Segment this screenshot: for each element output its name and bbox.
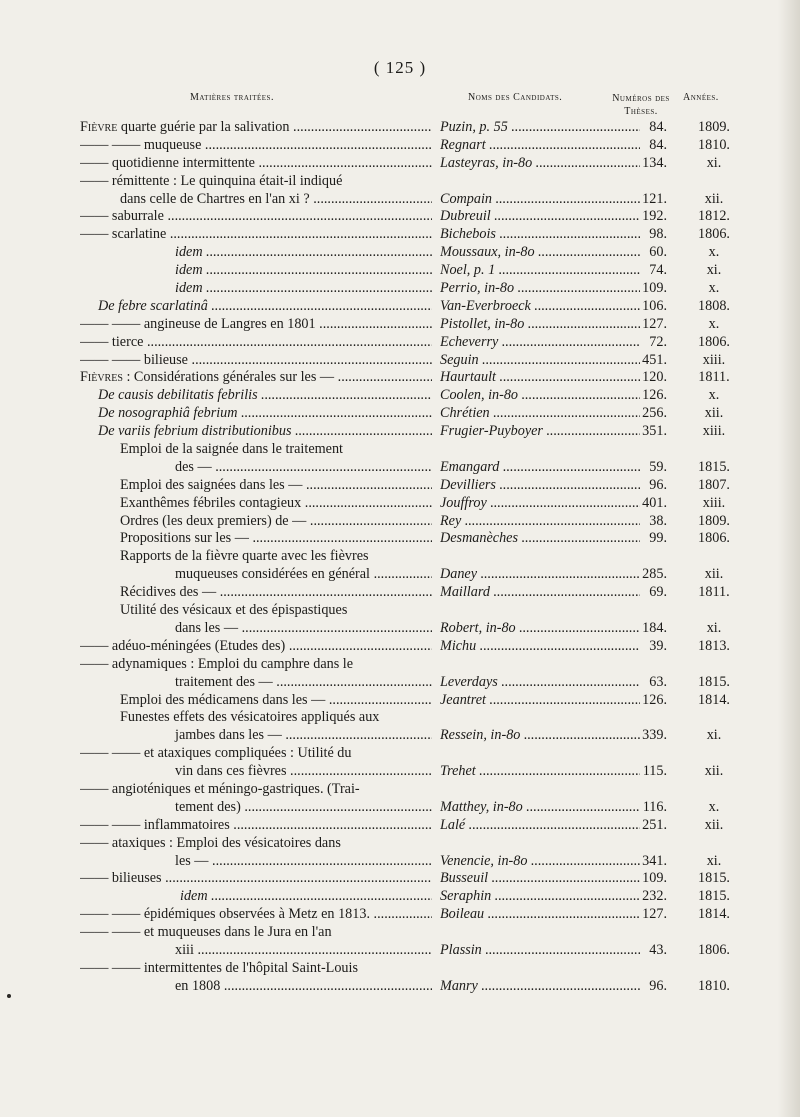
entry-year: xii. [704, 190, 724, 207]
entry-subject: —— bilieuses ..... [80, 870, 432, 888]
entry-subject: —— —— muqueuse ..... [80, 137, 432, 155]
table-row [0, 924, 800, 942]
entry-year: 1815. [698, 870, 730, 887]
entry-thesis-number: 341. [642, 852, 667, 869]
entry-subject: De febre scarlatinâ ..... [80, 298, 432, 316]
entry-subject: idem ..... [80, 888, 432, 906]
table-row [0, 888, 800, 906]
table-row [0, 799, 800, 817]
entry-thesis-number: 251. [642, 816, 667, 833]
entry-subject: —— rémittente : Le quinquina était-il indiqué [80, 172, 343, 189]
table-row [0, 566, 800, 584]
entry-subject: —— adéuo-méningées (Etudes des) ..... [80, 638, 432, 656]
entry-year: xiii. [702, 494, 726, 511]
header-thesis-numbers: Numéros des Thèses. [612, 93, 670, 117]
table-row [0, 906, 800, 924]
entry-year: xiii. [702, 423, 726, 440]
entry-subject: Emploi des saignées dans les — ..... [80, 477, 432, 495]
entry-year: 1811. [698, 369, 730, 386]
entry-thesis-number: 285. [642, 566, 667, 583]
entry-candidate: Plassin ..... [440, 942, 640, 960]
entry-candidate: Van-Everbroeck ..... [440, 298, 640, 316]
entry-thesis-number: 339. [642, 727, 667, 744]
entry-year: 1808. [698, 297, 730, 314]
table-row [0, 835, 800, 853]
table-row [0, 423, 800, 441]
entry-candidate: Emangard ..... [440, 459, 640, 477]
entry-year: xi. [706, 262, 722, 279]
table-row [0, 244, 800, 262]
table-row [0, 513, 800, 531]
table-row [0, 870, 800, 888]
entry-thesis-number: 99. [649, 530, 667, 547]
entry-year: xii. [704, 405, 724, 422]
entry-subject: idem ..... [80, 262, 432, 280]
ink-speck [7, 994, 11, 998]
table-row [0, 853, 800, 871]
entry-subject: Funestes effets des vésicatoires appliqués aux [120, 709, 380, 726]
entry-subject: Fièvres : Considérations générales sur les — ..... [80, 369, 432, 387]
entry-year: 1812. [698, 208, 730, 225]
table-row [0, 441, 800, 459]
entry-thesis-number: 109. [642, 280, 667, 297]
entry-year: 1814. [698, 691, 730, 708]
entry-thesis-number: 184. [642, 619, 667, 636]
table-row [0, 387, 800, 405]
entry-thesis-number: 401. [642, 494, 667, 511]
entry-thesis-number: 121. [642, 190, 667, 207]
entry-candidate: Rey ..... [440, 513, 640, 531]
entry-year: x. [708, 387, 720, 404]
entry-year: 1815. [698, 888, 730, 905]
entry-year: x. [708, 798, 720, 815]
entry-candidate: Pistollet, in-8o ..... [440, 316, 640, 334]
entry-subject: Fièvre quarte guérie par la salivation ..... [80, 119, 432, 137]
table-row [0, 226, 800, 244]
entry-year: 1811. [698, 584, 730, 601]
entry-year: xii. [704, 763, 724, 780]
entry-candidate: Seguin ..... [440, 352, 640, 370]
entry-year: 1815. [698, 673, 730, 690]
entry-thesis-number: 120. [642, 369, 667, 386]
entry-candidate: Perrio, in-8o ..... [440, 280, 640, 298]
entry-candidate: Matthey, in-8o ..... [440, 799, 640, 817]
entry-subject: —— —— bilieuse ..... [80, 352, 432, 370]
index-table [0, 119, 800, 996]
table-row [0, 262, 800, 280]
header-candidates: Noms des Candidats. [468, 92, 563, 103]
table-row [0, 155, 800, 173]
entry-year: xi. [706, 852, 722, 869]
page-number: ( 125 ) [373, 58, 427, 77]
entry-thesis-number: 115. [642, 763, 667, 780]
table-row [0, 530, 800, 548]
entry-year: 1806. [698, 530, 730, 547]
entry-thesis-number: 69. [649, 584, 667, 601]
entry-thesis-number: 127. [642, 906, 667, 923]
entry-thesis-number: 43. [649, 941, 667, 958]
entry-subject: en 1808 ..... [80, 978, 432, 996]
entry-candidate: Devilliers ..... [440, 477, 640, 495]
entry-thesis-number: 72. [649, 333, 667, 350]
entry-candidate: Boileau ..... [440, 906, 640, 924]
entry-year: 1807. [698, 476, 730, 493]
table-row [0, 656, 800, 674]
table-row [0, 280, 800, 298]
entry-subject: —— angioténiques et méningo-gastriques. (Trai- [80, 780, 360, 797]
table-row [0, 405, 800, 423]
entry-candidate: Coolen, in-8o ..... [440, 387, 640, 405]
entry-year: 1806. [698, 226, 730, 243]
entry-year: xii. [704, 816, 724, 833]
table-row [0, 620, 800, 638]
entry-thesis-number: 351. [642, 423, 667, 440]
entry-candidate: Ressein, in-8o ..... [440, 727, 640, 745]
entry-candidate: Haurtault ..... [440, 369, 640, 387]
entry-thesis-number: 134. [642, 154, 667, 171]
entry-candidate: Robert, in-8o ..... [440, 620, 640, 638]
entry-subject: dans celle de Chartres en l'an xi ? ..... [80, 191, 432, 209]
entry-subject: —— —— angineuse de Langres en 1801 ..... [80, 316, 432, 334]
entry-candidate: Busseuil ..... [440, 870, 640, 888]
entry-subject: —— —— et muqueuses dans le Jura en l'an [80, 924, 332, 941]
entry-thesis-number: 96. [649, 977, 667, 994]
entry-subject: dans les — ..... [80, 620, 432, 638]
entry-candidate: Chrétien ..... [440, 405, 640, 423]
entry-subject: xiii ..... [80, 942, 432, 960]
entry-candidate: Dubreuil ..... [440, 208, 640, 226]
entry-subject: idem ..... [80, 280, 432, 298]
entry-thesis-number: 60. [649, 244, 667, 261]
entry-thesis-number: 232. [642, 888, 667, 905]
entry-year: x. [708, 280, 720, 297]
entry-thesis-number: 106. [642, 297, 667, 314]
entry-year: xiii. [702, 351, 726, 368]
entry-thesis-number: 59. [649, 458, 667, 475]
entry-subject: —— adynamiques : Emploi du camphre dans le [80, 655, 354, 672]
entry-thesis-number: 84. [649, 119, 667, 135]
entry-subject: traitement des — ..... [80, 674, 432, 692]
entry-year: 1810. [698, 136, 730, 153]
entry-thesis-number: 84. [649, 136, 667, 153]
entry-subject: Récidives des — ..... [80, 584, 432, 602]
entry-thesis-number: 256. [642, 405, 667, 422]
table-row [0, 173, 800, 191]
table-row [0, 817, 800, 835]
table-row [0, 334, 800, 352]
table-row [0, 692, 800, 710]
table-row [0, 745, 800, 763]
entry-candidate: Compain ..... [440, 191, 640, 209]
entry-year: 1810. [698, 977, 730, 994]
entry-subject: Emploi des médicamens dans les — ..... [80, 692, 432, 710]
header-subjects: Matières traitées. [190, 92, 274, 103]
table-row [0, 709, 800, 727]
entry-year: 1806. [698, 333, 730, 350]
entry-candidate: Trehet ..... [440, 763, 640, 781]
entry-year: 1815. [698, 458, 730, 475]
entry-year: 1806. [698, 941, 730, 958]
entry-candidate: Moussaux, in-8o ..... [440, 244, 640, 262]
table-row [0, 477, 800, 495]
entry-subject: Exanthêmes fébriles contagieux ..... [80, 495, 432, 513]
table-row [0, 208, 800, 226]
entry-candidate: Bichebois ..... [440, 226, 640, 244]
table-row [0, 298, 800, 316]
table-row [0, 584, 800, 602]
table-row [0, 763, 800, 781]
entry-year: x. [708, 315, 720, 332]
table-row [0, 548, 800, 566]
entry-subject: des — ..... [80, 459, 432, 477]
entry-subject: muqueuses considérées en général ..... [80, 566, 432, 584]
entry-subject: —— saburrale ..... [80, 208, 432, 226]
entry-subject: —— scarlatine ..... [80, 226, 432, 244]
entry-year: 1809. [698, 512, 730, 529]
entry-year: xi. [706, 154, 722, 171]
entry-thesis-number: 126. [642, 387, 667, 404]
entry-thesis-number: 451. [642, 351, 667, 368]
entry-subject: vin dans ces fièvres ..... [80, 763, 432, 781]
entry-subject: —— ataxiques : Emploi des vésicatoires dans [80, 834, 341, 851]
entry-candidate: Michu ..... [440, 638, 640, 656]
entry-subject: De variis febrium distributionibus ..... [80, 423, 432, 441]
table-row [0, 316, 800, 334]
table-row [0, 137, 800, 155]
entry-candidate: Lalé ..... [440, 817, 640, 835]
entry-year: xi. [706, 619, 722, 636]
entry-thesis-number: 39. [649, 637, 667, 654]
entry-thesis-number: 127. [642, 315, 667, 332]
entry-thesis-number: 74. [649, 262, 667, 279]
entry-subject: —— —— inflammatoires ..... [80, 817, 432, 835]
entry-subject: Rapports de la fièvre quarte avec les fièvres [120, 548, 369, 565]
table-row [0, 495, 800, 513]
entry-subject: idem ..... [80, 244, 432, 262]
entry-candidate: Puzin, p. 55 ..... [440, 119, 640, 137]
entry-subject: jambes dans les — ..... [80, 727, 432, 745]
entry-thesis-number: 98. [649, 226, 667, 243]
table-row [0, 942, 800, 960]
entry-subject: De nosographiâ febrium ..... [80, 405, 432, 423]
entry-year: 1814. [698, 906, 730, 923]
entry-candidate: Daney ..... [440, 566, 640, 584]
entry-subject: Ordres (les deux premiers) de — ..... [80, 513, 432, 531]
entry-subject: —— tierce ..... [80, 334, 432, 352]
entry-subject: tement des) ..... [80, 799, 432, 817]
entry-thesis-number: 126. [642, 691, 667, 708]
table-row [0, 459, 800, 477]
entry-year: 1813. [698, 637, 730, 654]
entry-candidate: Seraphin ..... [440, 888, 640, 906]
table-row [0, 781, 800, 799]
entry-candidate: Maillard ..... [440, 584, 640, 602]
entry-subject: —— —— intermittentes de l'hôpital Saint-Louis [80, 959, 358, 976]
entry-thesis-number: 116. [642, 798, 667, 815]
table-row [0, 978, 800, 996]
table-row [0, 638, 800, 656]
entry-candidate: Venencie, in-8o ..... [440, 853, 640, 871]
entry-candidate: Jouffroy ..... [440, 495, 640, 513]
entry-candidate: Noel, p. 1 ..... [440, 262, 640, 280]
table-row [0, 119, 800, 137]
entry-thesis-number: 63. [649, 673, 667, 690]
entry-candidate: Jeantret ..... [440, 692, 640, 710]
entry-subject: Utilité des vésicaux et des épispastiques [120, 602, 348, 619]
table-row [0, 727, 800, 745]
entry-thesis-number: 38. [649, 512, 667, 529]
entry-candidate: Regnart ..... [440, 137, 640, 155]
entry-subject: Propositions sur les — ..... [80, 530, 432, 548]
entry-subject: les — ..... [80, 853, 432, 871]
entry-candidate: Echeverry ..... [440, 334, 640, 352]
table-row [0, 369, 800, 387]
entry-candidate: Frugier-Puyboyer ..... [440, 423, 640, 441]
entry-year: xi. [706, 727, 722, 744]
entry-year: xii. [704, 566, 724, 583]
entry-candidate: Leverdays ..... [440, 674, 640, 692]
entry-candidate: Manry ..... [440, 978, 640, 996]
entry-candidate: Lasteyras, in-8o ..... [440, 155, 640, 173]
table-row [0, 960, 800, 978]
entry-year: x. [708, 244, 720, 261]
entry-year: 1809. [698, 119, 730, 135]
table-row [0, 352, 800, 370]
entry-thesis-number: 96. [649, 476, 667, 493]
table-row [0, 191, 800, 209]
header-years: Années. [683, 92, 719, 103]
entry-thesis-number: 109. [642, 870, 667, 887]
entry-subject: —— quotidienne intermittente ..... [80, 155, 432, 173]
entry-subject: De causis debilitatis febrilis ..... [80, 387, 432, 405]
table-row [0, 674, 800, 692]
entry-thesis-number: 192. [642, 208, 667, 225]
table-row [0, 602, 800, 620]
entry-subject: —— —— et ataxiques compliquées : Utilité du [80, 745, 352, 762]
page-edge-shadow [778, 0, 800, 1117]
entry-subject: —— —— épidémiques observées à Metz en 1813. ..... [80, 906, 432, 924]
entry-candidate: Desmanèches ..... [440, 530, 640, 548]
entry-subject: Emploi de la saignée dans le traitement [120, 441, 343, 458]
